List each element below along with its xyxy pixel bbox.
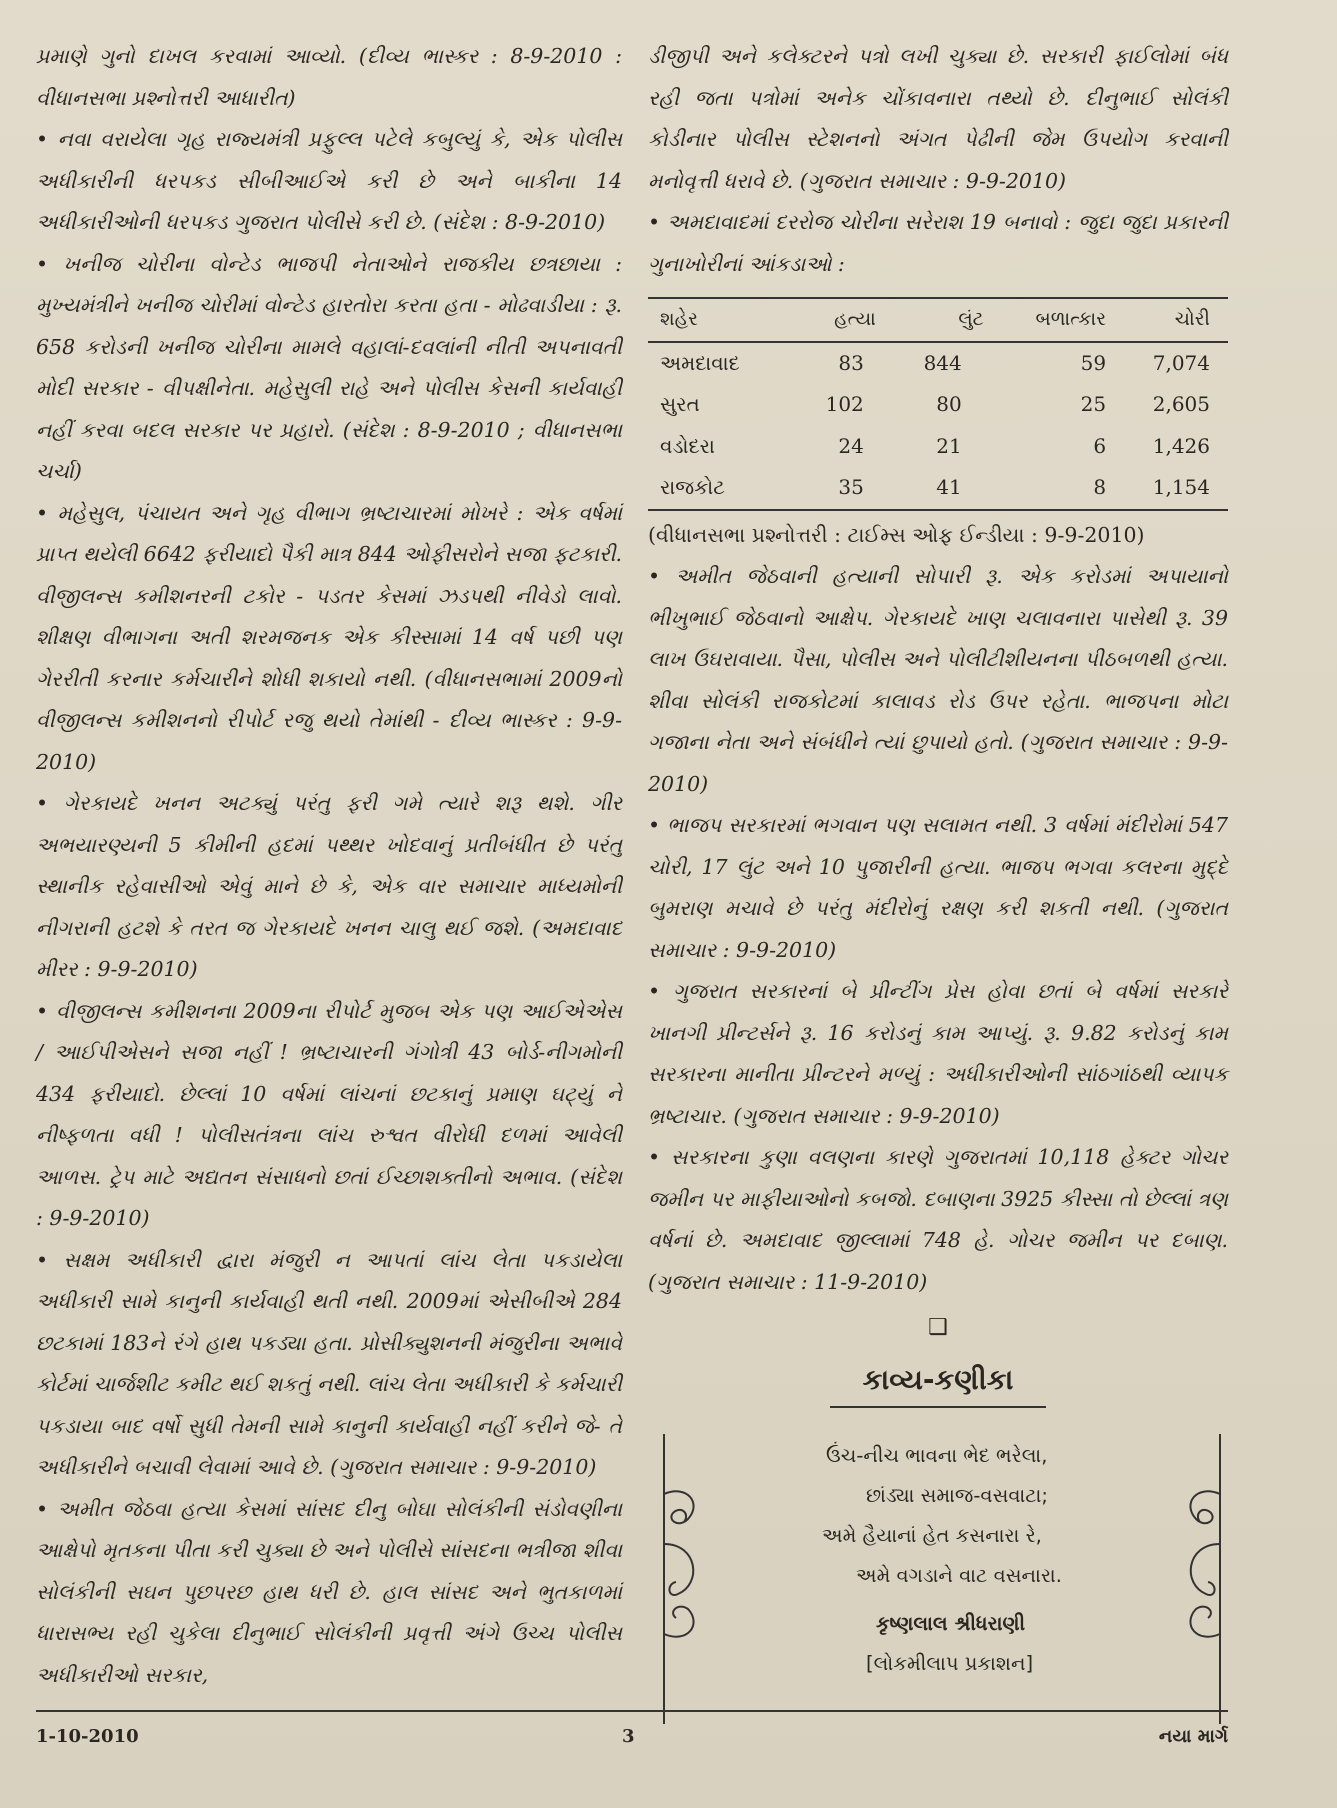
news-item: • અમીત જેઠવા હત્યા કેસમાં સાંસદ દીનુ બોઘા સોલંકીની સંડોવણીના આક્ષેપો મૃતકના પીતા કરી ચુક્યા છે અને પોલીસે સાંસદના ભત્રીજા શીવા સોલંકીની સઘન પુછપરછ હાથ ધરી છે. હાલ સાંસદ અને ભુતકાળમાં ધારાસભ્ય રહી ચુકેલા દીનુભાઈ સોલંકીની પ્રવૃત્તી અંગે ઉચ્ચ પોલીસ અધીકારીઓ સરકાર, xyxy=(36,1496,622,1687)
poem-publisher: [લોકમીલાપ પ્રકાશન] xyxy=(866,1652,1034,1675)
cell-city: વડોદરા xyxy=(660,433,715,458)
news-item: • સરકારના કુણા વલણના કારણે ગુજરાતમાં 10,118 હેક્ટર ગોચર જમીન પર માફીયાઓનો કબજો. દબાણના 3925 કીસ્સા તો છેલ્લાં ત્રણ વર્ષનાં છે. અમદાવાદ જીલ્લામાં 748 હે. ગોચર જમીન પર દબાણ. (ગુજરાત સમાચાર : 11-9-2010) xyxy=(648,1145,1228,1294)
cell-value: 80 xyxy=(936,392,962,416)
cell-value: 844 xyxy=(923,350,962,375)
cell-value: 8 xyxy=(1002,467,1124,510)
ornament-left-icon xyxy=(658,1434,706,1724)
crime-stats-table-wrap xyxy=(648,297,1228,511)
cell-city: સુરત xyxy=(660,392,700,416)
news-item: • અમીત જેઠવાની હત્યાની સોપારી રૂ. એક કરોડમાં અપાયાનો ભીખુભાઈ જેઠવાનો આક્ષેપ. ગેરકાયદે ખાણ ચલાવનારા પાસેથી રૂ. 39 લાખ ઉઘરાવાયા. પૈસા, પોલીસ અને પોલીટીશીયનના પીઠબળથી હત્યા. શીવા સોલંકી રાજકોટમાં કાલાવડ રોડ ઉપર રહેતા. ભાજપના મોટા ગજાના નેતા અને સંબંધીને ત્યાં છુપાયો હતો. (ગુજરાત સમાચાર : 9-9- 2010) xyxy=(648,564,1228,796)
news-item: ડીજીપી અને કલેક્ટરને પત્રો લખી ચુક્યા છે. સરકારી ફાઈલોમાં બંધ રહી જતા પત્રોમાં અનેક ચોંકાવનારા તથ્યો છે. દીનુભાઈ સોલંકી કોડીનાર પોલીસ સ્ટેશનનો અંગત પેઢીની જેમ ઉપયોગ કરવાની મનોવૃત્તી ધરાવે છે. (ગુજરાત સમાચાર : 9-9-2010) xyxy=(648,44,1228,193)
cell-value: 1,154 xyxy=(1124,467,1228,510)
right-column xyxy=(648,36,1228,1724)
table-row xyxy=(648,426,1228,468)
column-header-rape: બળાત્કાર xyxy=(1002,298,1124,342)
cell-value: 24 xyxy=(838,433,864,458)
cell-value: 41 xyxy=(894,467,1002,510)
cell-value: 102 xyxy=(825,392,864,416)
table-row xyxy=(648,342,1228,385)
news-item: • વીજીલન્સ કમીશનના 2009ના રીપોર્ટ મુજબ એક પણ આઈએએસ / આઈપીએસને સજા નહીં ! ભ્રષ્ટાચારની ગંગોત્રી 43 બોર્ડ-નીગમોની 434 ફરીયાદો. છેલ્લાં 10 વર્ષમાં લાંચનાં છટકાનું પ્રમાણ ઘટ્યું ને નીષ્ફળતા વધી ! પોલીસતંત્રના લાંચ રુશ્વત વીરોધી દળમાં આવેલી આળસ. ટ્રેપ માટે અદ્યતન સંસાધનો છતાં ઈચ્છાશક્તીનો અભાવ. (સંદેશ : 9-9-2010) xyxy=(36,998,622,1230)
poem-line: છાંડ્યા સમાજ-વસવાટા; xyxy=(866,1484,1048,1507)
news-item: • નવા વરાયેલા ગૃહ રાજ્યમંત્રી પ્રફુલ્લ પટેલે કબુલ્યું કે, એક પોલીસ અધીકારીની ધરપકડ સીબીઆઈએ કરી છે અને બાકીના 14 અધીકારીઓની ધરપકડ ગુજરાત પોલીસે કરી છે. (સંદેશ : 8-9-2010) xyxy=(36,127,622,234)
ornament-right-icon xyxy=(1178,1434,1226,1724)
news-item: • ગેરકાયદે ખનન અટક્યું પરંતુ ફરી ગમે ત્યારે શરૂ થશે. ગીર અભયારણ્યની 5 કીમીની હદમાં પથ્થર ખોદવાનું પ્રતીબંધીત છે પરંતુ સ્થાનીક રહેવાસીઓ એવું માને છે કે, એક વાર સમાચાર માધ્યમોની નીગરાની હટશે કે તરત જ ગેરકાયદે ખનન ચાલુ થઈ જશે. (અમદાવાદ મીરર : 9-9-2010) xyxy=(36,791,622,981)
cell-value: 1,426 xyxy=(1152,433,1210,458)
news-item: પ્રમાણે ગુનો દાખલ કરવામાં આવ્યો. (દીવ્ય ભાસ્કર : 8-9-2010 : વીધાનસભા પ્રશ્નોત્તરી આધારીત) xyxy=(36,44,622,110)
magazine-name: નયા માર્ગ xyxy=(1158,1726,1228,1747)
cell-city: અમદાવાદ xyxy=(660,350,740,375)
cell-value: 2,605 xyxy=(1152,392,1210,416)
news-item: • ખનીજ ચોરીના વોન્ટેડ ભાજપી નેતાઓને રાજકીય છત્રછાયા : મુખ્યમંત્રીને ખનીજ ચોરીમાં વોન્ટેડ હારતોરા કરતા હતા - મોઢવાડીયા : રૂ. 658 કરોડની ખનીજ ચોરીના મામલે વહાલાં-દવલાંની નીતી અપનાવતી મોદી સરકાર - વીપક્ષીનેતા. મહેસુલી રાહે અને પોલીસ કેસની કાર્યવાહી નહીં કરવા બદલ સરકાર પર પ્રહારો. (સંદેશ : 8-9-2010 ; વીધાનસભા ચર્ચા) xyxy=(36,251,622,483)
news-item: • ગુજરાત સરકારનાં બે પ્રીન્ટીંગ પ્રેસ હોવા છતાં બે વર્ષમાં સરકારે ખાનગી પ્રીન્ટર્સને રૂ. 16 કરોડનું કામ આપ્યું. રૂ. 9.82 કરોડનું કામ સરકારના માનીતા પ્રીન્ટરને મળ્યું : અધીકારીઓની સાંઠગાંઠથી વ્યાપક ભ્રષ્ટાચાર. (ગુજરાત સમાચાર : 9-9-2010) xyxy=(648,979,1228,1128)
cell-value: 83 xyxy=(838,350,864,375)
cell-value: 25 xyxy=(1080,392,1107,416)
left-column xyxy=(36,36,622,1696)
poem-line: અમે વગડાને વાટ વસનારા. xyxy=(856,1564,1062,1587)
footer-divider xyxy=(36,1710,1228,1712)
page-number: 3 xyxy=(622,1726,635,1747)
cell-value: 7,074 xyxy=(1152,350,1210,375)
footer-date: 1-10-2010 xyxy=(36,1726,139,1747)
crime-stats-table xyxy=(648,297,1228,511)
news-item: • ભાજપ સરકારમાં ભગવાન પણ સલામત નથી. 3 વર્ષમાં મંદીરોમાં 547 ચોરી, 17 લુંટ અને 10 પુજારીની હત્યા. ભાજપ ભગવા કલરના મુદ્દે બુમરાણ મચાવે છે પરંતુ મંદીરોનું રક્ષણ કરી શકતી નથી. (ગુજરાત સમાચાર : 9-9-2010) xyxy=(648,813,1228,962)
column-header-murder: હત્યા xyxy=(800,298,894,342)
table-row xyxy=(648,467,1228,510)
column-header-robbery: લુંટ xyxy=(894,298,1002,342)
cell-value: 35 xyxy=(800,467,894,510)
cell-value: 6 xyxy=(1093,433,1107,458)
poem-lines xyxy=(716,1436,1136,1684)
poem-author: કૃષ્ણલાલ શ્રીધરાણી xyxy=(876,1612,1026,1635)
poem-line: ઉંચ-નીચ ભાવના ભેદ ભરેલા, xyxy=(826,1444,1048,1467)
column-header-theft: ચોરી xyxy=(1124,298,1228,342)
poem-title: કાવ્ય-કણીકા xyxy=(830,1359,1046,1409)
cell-value: 59 xyxy=(1080,350,1107,375)
poem-block xyxy=(648,1434,1228,1724)
column-header-city: શહેર xyxy=(648,298,800,342)
table-row xyxy=(648,384,1228,426)
news-item: • મહેસુલ, પંચાયત અને ગૃહ વીભાગ ભ્રષ્ટાચારમાં મોખરે : એક વર્ષમાં પ્રાપ્ત થયેલી 6642 ફરીયાદો પૈકી માત્ર 844 ઓફીસરોને સજા ફટકારી. વીજીલન્સ કમીશનરની ટકોર - પડતર કેસમાં ઝડપથી નીવેડો લાવો. શીક્ષણ વીભાગના અતી શરમજનક એક કીસ્સામાં 14 વર્ષ પછી પણ ગેરરીતી કરનાર કર્મચારીને શોધી શકાયો નથી. (વીધાનસભામાં 2009નો વીજીલન્સ કમીશનનો રીપોર્ટ રજુ થયો તેમાંથી - દીવ્ય ભાસ્કર : 9-9-2010) xyxy=(36,500,622,774)
end-mark-icon: ❑ xyxy=(928,1315,948,1340)
cell-city: રાજકોટ xyxy=(648,467,800,510)
poem-line: અમે હૈયાનાં હેત કસનારા રે, xyxy=(822,1524,1042,1547)
news-item: • સક્ષમ અધીકારી દ્વારા મંજુરી ન આપતાં લાંચ લેતા પકડાયેલા અધીકારી સામે કાનુની કાર્યવાહી થતી નથી. 2009માં એસીબીએ 284 છટકામાં 183ને રંગે હાથ પકડ્યા હતા. પ્રોસીક્યુશનની મંજુરીના અભાવે કોર્ટમાં ચાર્જશીટ કમીટ થઈ શકતું નથી. લાંચ લેતા અધીકારી કે કર્મચારી પકડાયા બાદ વર્ષો સુધી તેમની સામે કાનુની કાર્યવાહી નહીં કરીને જે- તે અધીકારીને બચાવી લેવામાં આવે છે. (ગુજરાત સમાચાર : 9-9-2010) xyxy=(36,1247,622,1479)
news-item: • અમદાવાદમાં દરરોજ ચોરીના સરેરાશ 19 બનાવો : જુદા જુદા પ્રકારની ગુનાખોરીનાં આંકડાઓ : xyxy=(648,210,1228,276)
table-header-row xyxy=(648,298,1228,342)
cell-value: 21 xyxy=(936,433,962,458)
table-source: (વીધાનસભા પ્રશ્નોત્તરી : ટાઈમ્સ ઓફ ઈન્ડીયા : 9-9-2010) xyxy=(648,522,1145,547)
